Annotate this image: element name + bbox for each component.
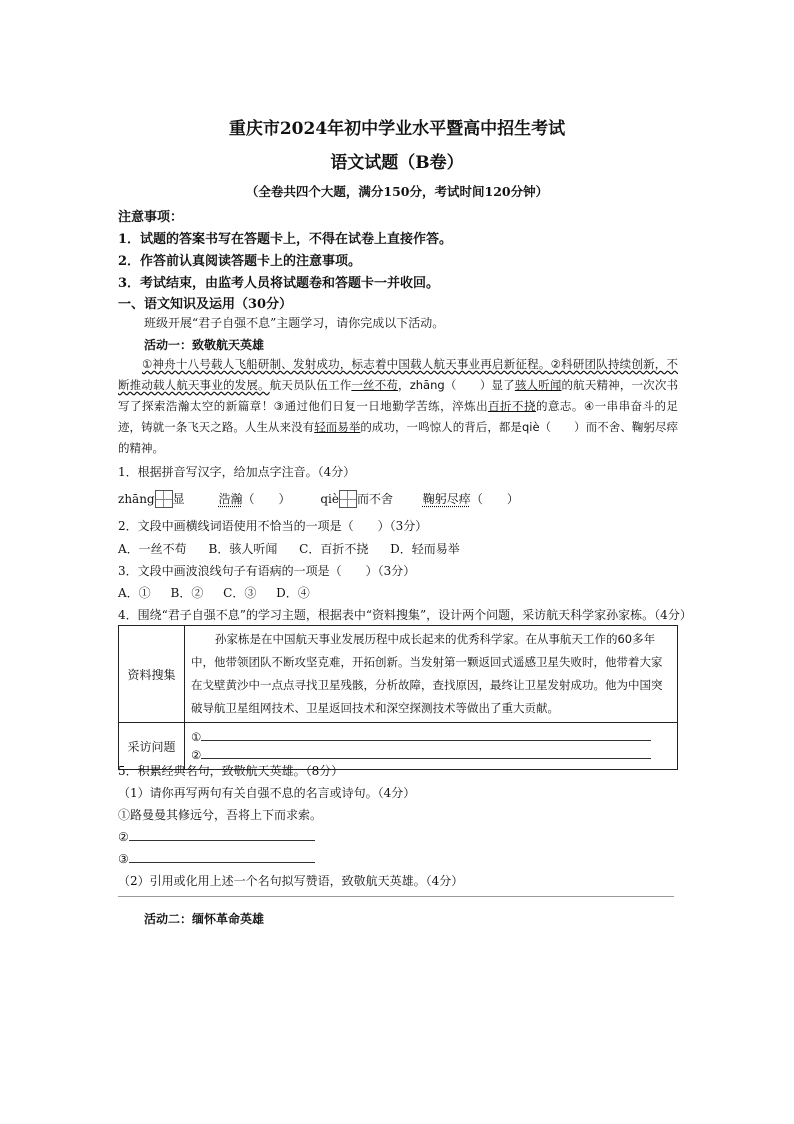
option-a[interactable]: A．①	[118, 586, 151, 600]
quote-line-2	[118, 828, 315, 844]
pinyin-label: zhāng	[118, 492, 155, 506]
answer-blank[interactable]: （ ）	[242, 492, 291, 506]
section-intro: 班级开展“君子自强不息”主题学习，请你完成以下活动。	[144, 316, 445, 330]
passage-text: 的航天精神，一次次书写了探索浩瀚太空的新篇章！③通过他们日复一日地勤学苦练，淬炼出	[118, 378, 679, 413]
answer-box[interactable]	[155, 490, 173, 508]
reading-passage	[118, 354, 678, 459]
pinyin-label: qiè	[320, 492, 339, 506]
underlined-word: 骇人听闻	[514, 378, 562, 392]
answer-box[interactable]	[339, 490, 357, 508]
section-heading: 一、语文知识及运用（30分）	[118, 297, 293, 312]
underlined-word: 一丝不苟	[351, 378, 399, 392]
dotted-word: 浩瀚	[218, 492, 243, 506]
activity-one-heading: 活动一：致敬航天英雄	[144, 338, 265, 352]
question-1-items	[118, 490, 519, 508]
question-1-stem: 1．根据拼音写汉字，给加点字注音。（4分）	[118, 465, 356, 479]
answer-line-long[interactable]	[118, 896, 674, 897]
notice-heading: 注意事项：	[118, 210, 184, 225]
exam-subtitle: 语文试题（B卷）	[330, 153, 464, 173]
sentence-2: ②科研团队持续创新，不断推动载人航天事业的发展。	[118, 357, 679, 392]
answer-line[interactable]	[129, 850, 315, 863]
word-part: 显	[172, 492, 185, 506]
option-b[interactable]: B．②	[170, 586, 204, 600]
question-5-stem: 5．积累经典名句，致敬航天英雄。（8分）	[118, 764, 344, 778]
answer-line[interactable]	[201, 728, 651, 741]
question-5-sub2: （2）引用或化用上述一个名句拟写赞语，致敬航天英雄。（4分）	[118, 874, 464, 888]
question-number: ①	[191, 730, 202, 744]
question-5-sub1: （1）请你再写两句有关自强不息的名言或诗句。（4分）	[118, 786, 416, 800]
answer-blank[interactable]: （ ）	[470, 492, 519, 506]
passage-text: 航天员队伍工作	[269, 378, 352, 392]
question-2-options	[118, 540, 460, 557]
info-label: 资料搜集	[119, 626, 185, 723]
option-d[interactable]: D．轻而易举	[390, 542, 460, 556]
underlined-word: 轻而易举	[314, 420, 361, 434]
option-a[interactable]: A．一丝不苟	[118, 542, 187, 556]
question-2-stem: 2．文段中画横线词语使用不恰当的一项是（ ）（3分）	[118, 519, 428, 533]
option-d[interactable]: D．④	[276, 586, 310, 600]
option-c[interactable]: C．③	[223, 586, 257, 600]
option-c[interactable]: C．百折不挠	[299, 542, 369, 556]
answer-line[interactable]	[129, 828, 315, 841]
passage-text: ，zhāng（ ）显了	[398, 378, 515, 392]
info-text: 孙家栋是在中国航天事业发展历程中成长起来的优秀科学家。在从事航天工作的60多年中，他带领团队不断攻坚克难，开拓创新。当发射第一颗返回式遥感卫星失败时，他带着大家在戈壁黄沙中一点点寻找卫星残骸，分析故障，查找原因，最终让卫星发射成功。他为中国突破导航卫星组网技术、卫星返回技术和深空探测技术等做出了重大贡献。	[185, 626, 678, 723]
question-3-stem: 3．文段中画波浪线句子有语病的一项是（ ）（3分）	[118, 564, 416, 578]
passage-text: 的成功，一鸣惊人的背后，都是qiè（ ）而不舍、鞠躬尽瘁的精神。	[118, 420, 679, 455]
activity-two-heading: 活动二：缅怀革命英雄	[144, 912, 265, 926]
notice-item: 1．试题的答案书写在答题卡上，不得在试卷上直接作答。	[118, 232, 453, 247]
exam-note: （全卷共四个大题，满分150分，考试时间120分钟）	[245, 184, 549, 199]
answer-line[interactable]	[201, 746, 651, 759]
quote-line-1: ①路曼曼其修远兮，吾将上下而求索。	[118, 808, 323, 822]
questions-label: 采访问题	[119, 723, 185, 770]
underlined-word: 百折不挠	[488, 399, 536, 413]
notice-item: 3．考试结束，由监考人员将试题卷和答题卡一并收回。	[118, 276, 440, 291]
question-3-options	[118, 584, 310, 601]
question-number: ②	[191, 748, 202, 762]
interview-table	[118, 625, 678, 770]
notice-item: 2．作答前认真阅读答题卡上的注意事项。	[118, 254, 362, 269]
exam-title: 重庆市2024年初中学业水平暨高中招生考试	[228, 119, 566, 139]
word-part: 而不舍	[356, 492, 393, 506]
line-number: ②	[118, 830, 129, 844]
quote-line-3	[118, 850, 315, 866]
passage-text: 的意志。④一串串奋斗的足迹，铸就一条飞天之路。人生从来没有	[118, 399, 679, 434]
question-4-stem: 4．围绕“君子自强不息”的学习主题，根据表中“资料搜集”，设计两个问题，采访航天科学家孙家栋。（4分）	[118, 608, 692, 622]
option-b[interactable]: B．骇人听闻	[208, 542, 278, 556]
sentence-1: ①神舟十八号载人飞船研制、发射成功，标志着中国载人航天事业再启新征程。	[142, 357, 551, 371]
line-number: ③	[118, 852, 129, 866]
dotted-word: 鞠躬尽瘁	[422, 492, 471, 506]
